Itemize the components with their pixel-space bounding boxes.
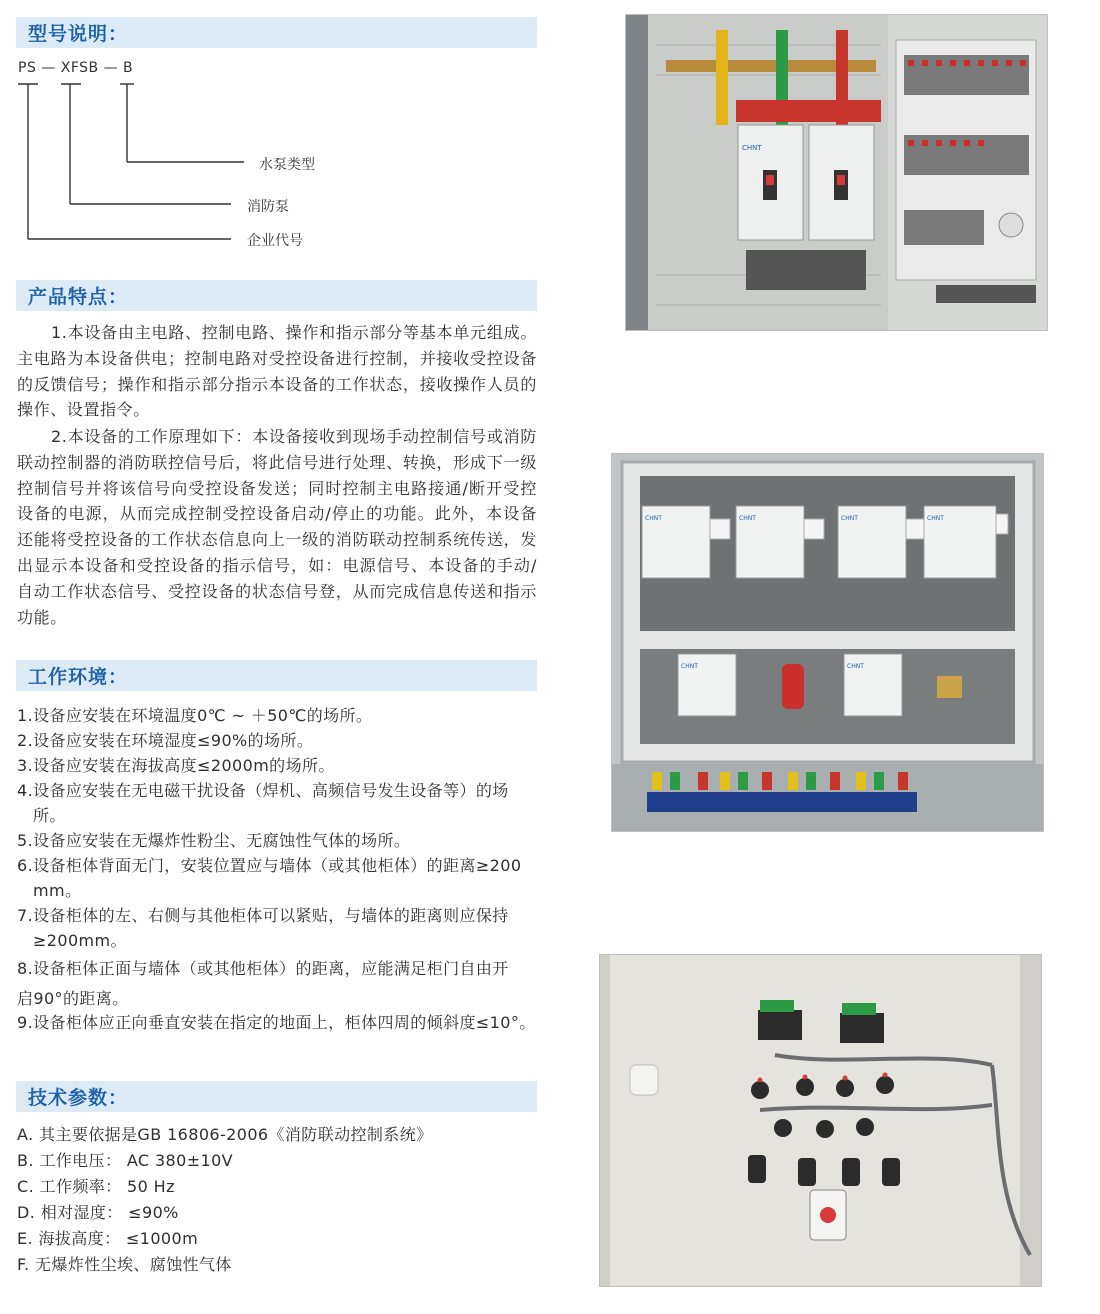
brand-text: CHNT	[927, 515, 944, 522]
section-title: 产品特点：	[28, 286, 129, 308]
photo-breaker-panel	[625, 14, 1048, 331]
list-item: 2.设备应安装在环境湿度≤90%的场所。	[17, 731, 314, 750]
list-item: E. 海拔高度： ≤1000m	[17, 1229, 199, 1248]
section-header-model	[16, 17, 537, 48]
list-item: D. 相对湿度： ≤90%	[17, 1203, 179, 1222]
feature-paragraph-1: 1.本设备由主电路、控制电路、操作和指示部分等基本单元组成。主电路为本设备供电；控制电路对受控设备进行控制，并接收受控设备的反馈信号；操作和指示部分指示本设备的工作状态，接收操作人员的操作、设置指令。	[17, 323, 537, 420]
list-item: B. 工作电压： AC 380±10V	[17, 1151, 234, 1170]
label-pump-type: 水泵类型	[259, 157, 315, 173]
brand-text: CHNT	[681, 663, 698, 670]
list-item: 9.设备柜体应正向垂直安装在指定的地面上，柜体四周的倾斜度≤10°。	[17, 1013, 536, 1032]
label-fire-pump: 消防泵	[247, 199, 289, 215]
section-title: 技术参数：	[28, 1087, 129, 1109]
list-item: 1.设备应安装在环境温度0℃ ~ ＋50℃的场所。	[17, 706, 373, 725]
section-title: 工作环境：	[28, 666, 129, 688]
list-item: 4.设备应安装在无电磁干扰设备（焊机、高频信号发生设备等）的场所。	[17, 781, 509, 825]
brand-text: CHNT	[847, 663, 864, 670]
section-header-features	[16, 280, 537, 311]
list-item: 7.设备柜体的左、右侧与其他柜体可以紧贴，与墙体的距离则应保持≥200mm。	[17, 906, 509, 950]
list-item: F. 无爆炸性尘埃、腐蚀性气体	[17, 1255, 232, 1274]
brand-text: CHNT	[739, 515, 756, 522]
model-code: PS — XFSB — B	[18, 60, 134, 76]
brand-text: CHNT	[742, 144, 762, 152]
list-item: 6.设备柜体背面无门，安装位置应与墙体（或其他柜体）的距离≥200 mm。	[17, 856, 522, 900]
label-company-code: 企业代号	[247, 233, 303, 249]
photo-door-panel	[599, 954, 1042, 1287]
section-header-tech	[16, 1081, 537, 1112]
brand-text: CHNT	[841, 515, 858, 522]
list-item: 5.设备应安装在无爆炸性粉尘、无腐蚀性气体的场所。	[17, 831, 411, 850]
photo-contactor-panel	[611, 453, 1044, 832]
feature-paragraph-2: 2.本设备的工作原理如下：本设备接收到现场手动控制信号或消防联动控制器的消防联控信号后，将此信号进行处理、转换，形成下一级控制信号并将该信号向受控设备发送；同时控制主电路接通/断开受控设备的电源，从而完成控制受控设备启动/停止的功能。此外，本设备还能将受控设备的工作状态信息向上一级的消防联动控制系统传送，发出显示本设备和受控设备的指示信号，如：电源信号、本设备的手动/自动工作状态信号、受控设备的状态信号登，从而完成信息传送和指示功能。	[17, 427, 537, 627]
list-item: 3.设备应安装在海拔高度≤2000m的场所。	[17, 756, 335, 775]
list-item: A. 其主要依据是GB 16806-2006《消防联动控制系统》	[17, 1125, 433, 1144]
list-item: 8.设备柜体正面与墙体（或其他柜体）的距离，应能满足柜门自由开启90°的距离。	[17, 959, 509, 1008]
brand-text: CHNT	[645, 515, 662, 522]
section-header-environment	[16, 660, 537, 691]
section-title: 型号说明：	[28, 23, 129, 45]
list-item: C. 工作频率： 50 Hz	[17, 1177, 175, 1196]
